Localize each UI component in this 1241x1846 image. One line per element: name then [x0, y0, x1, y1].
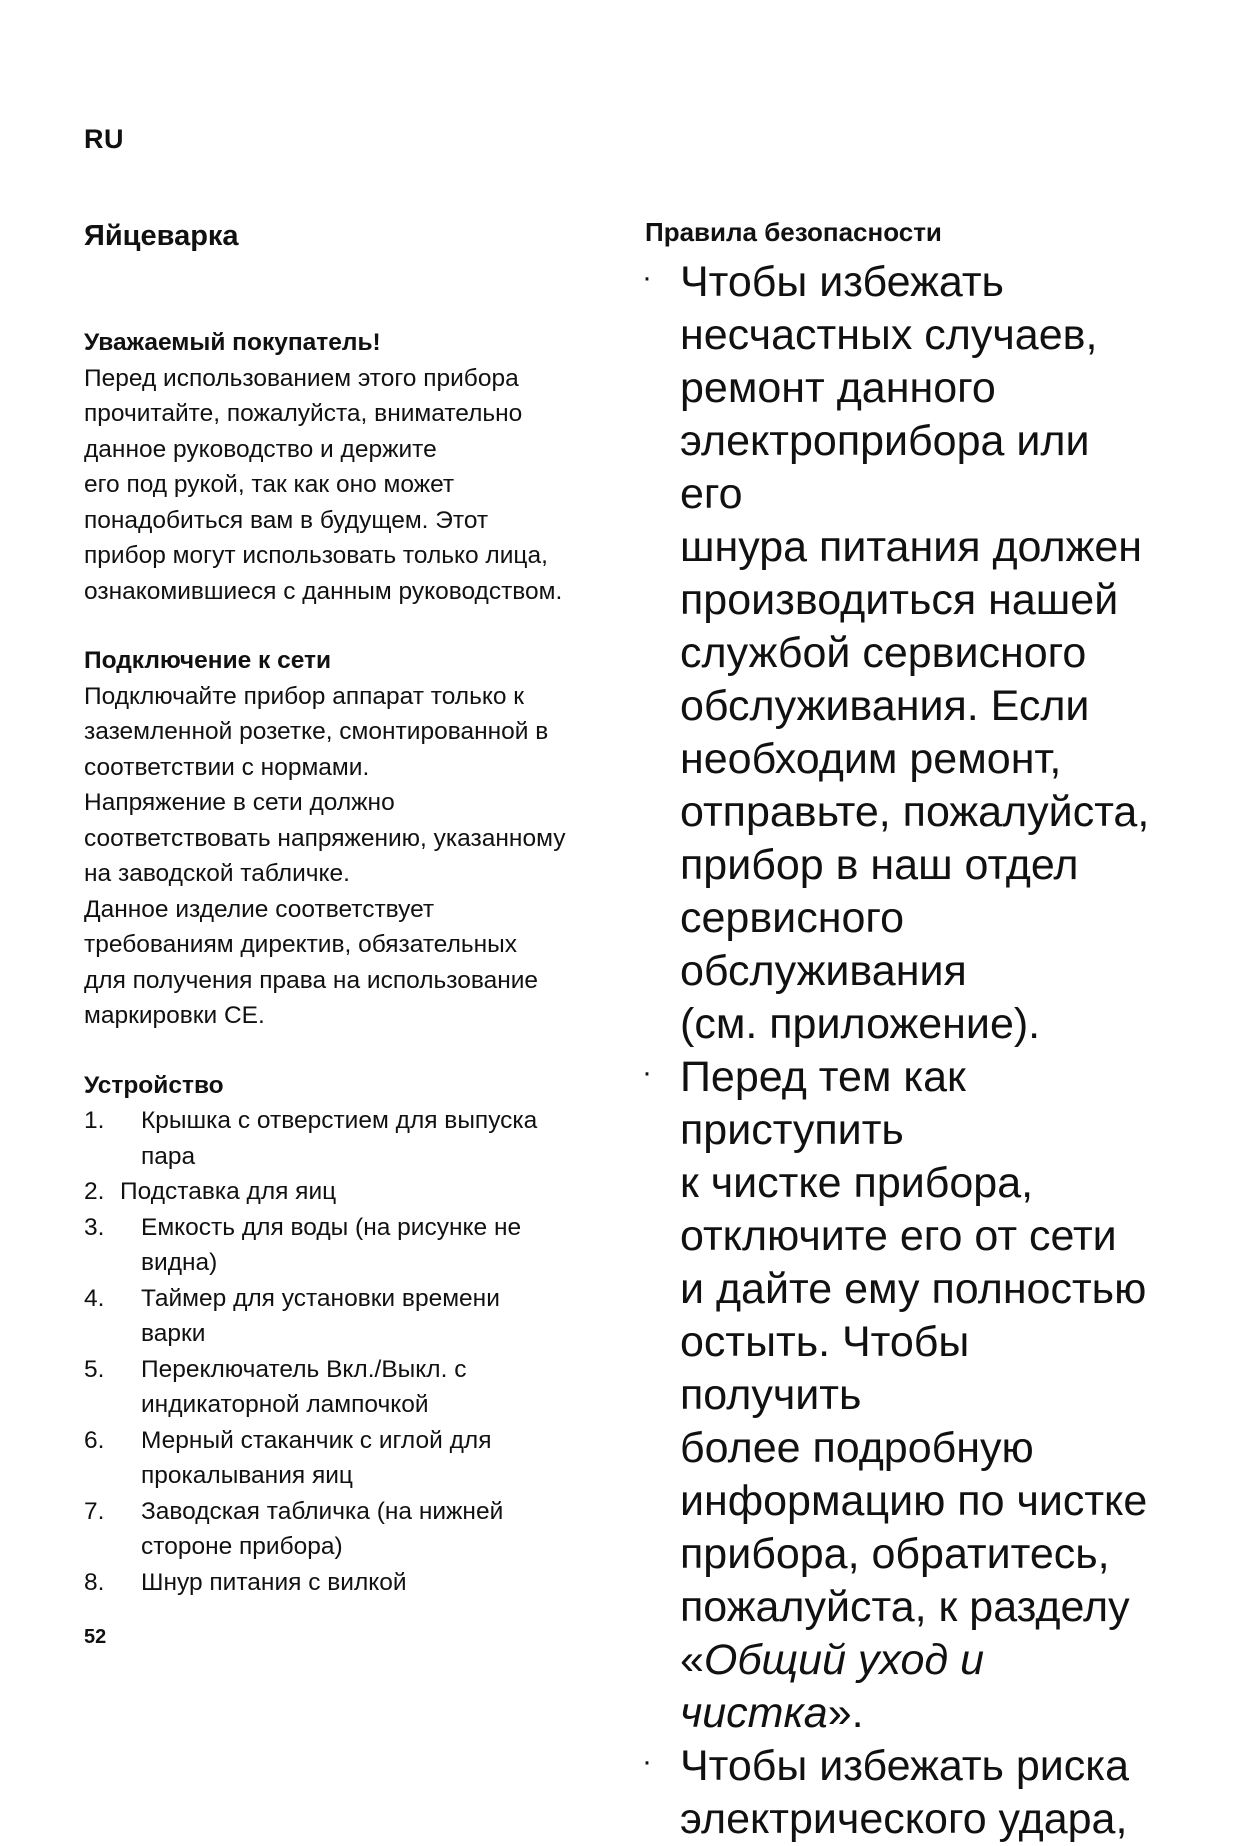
text-line: прибор в наш отдел: [680, 841, 1079, 889]
text-line: к чистке прибора,: [680, 1159, 1034, 1207]
text-line: электроприбора или его: [680, 417, 1090, 518]
language-code: RU: [84, 124, 124, 154]
list-item: [84, 1352, 624, 1423]
item-number: 6.: [84, 1426, 105, 1454]
text-line: его под рукой, так как оно может: [84, 471, 455, 498]
text-line: Напряжение в сети должно: [84, 789, 395, 816]
safety-item: [640, 256, 1160, 1051]
text-line: остыть. Чтобы получить: [680, 1318, 970, 1419]
bullet-icon: ·: [642, 261, 652, 294]
text-line: Перед тем как приступить: [680, 1053, 966, 1154]
quote-close: ».: [827, 1689, 864, 1737]
list-item: [84, 1174, 624, 1210]
text-line: информацию по чистке: [680, 1477, 1148, 1525]
item-number: 5.: [84, 1355, 105, 1383]
device-heading: Устройство: [84, 1071, 224, 1099]
text-line: соответствовать напряжению, указанному: [84, 824, 566, 852]
text-line: сервисного обслуживания: [680, 894, 967, 995]
item-text: Емкость для воды (на рисунке не: [141, 1213, 522, 1241]
list-item: [84, 1281, 624, 1352]
text-line: понадобиться вам в будущем. Этот: [84, 506, 489, 534]
item-text: стороне прибора): [141, 1533, 343, 1560]
item-text: Подставка для яиц: [120, 1178, 337, 1205]
text-line: заземленной розетке, смонтированной в: [84, 718, 549, 745]
text-line: ремонт данного: [680, 364, 996, 412]
text-line: отправьте, пожалуйста,: [680, 788, 1150, 836]
text-line: соответствии с нормами.: [84, 753, 370, 781]
text-line: для получения права на использование: [84, 966, 539, 994]
safety-item: [640, 1051, 1160, 1740]
quote-open: «: [680, 1636, 704, 1684]
text-line: Чтобы избежать: [680, 258, 1004, 306]
item-text: прокалывания яиц: [141, 1462, 353, 1489]
text-line: [680, 1634, 1160, 1740]
item-text: Шнур питания с вилкой: [141, 1568, 407, 1596]
list-item: [84, 1103, 624, 1174]
item-number: 2.: [84, 1178, 105, 1205]
device-parts-list: [84, 1103, 624, 1600]
text-line: на заводской табличке.: [84, 860, 350, 887]
bullet-icon: ·: [642, 1745, 652, 1778]
section-reference: Общий уход и чистка: [680, 1636, 984, 1737]
safety-column: [640, 256, 1160, 1846]
item-text: пара: [141, 1142, 196, 1170]
text-line: несчастных случаев,: [680, 311, 1098, 359]
item-number: 3.: [84, 1213, 105, 1241]
text-line: отключите его от сети: [680, 1212, 1117, 1260]
text-line: Перед использованием этого прибора: [84, 364, 519, 392]
text-line: Подключайте прибор аппарат только к: [84, 682, 525, 710]
text-line: требованиям директив, обязательных: [84, 931, 518, 958]
text-line: ознакомившиеся с данным руководством.: [84, 577, 563, 605]
list-item: [84, 1565, 624, 1601]
text-line: службой сервисного: [680, 629, 1087, 677]
connection-paragraph: [84, 679, 624, 1034]
safety-item: [640, 1740, 1160, 1846]
text-line: необходим ремонт,: [680, 735, 1062, 783]
item-number: 7.: [84, 1497, 105, 1525]
text-line: электрического удара,: [680, 1795, 1128, 1843]
item-text: видна): [141, 1249, 218, 1276]
text-line: прибор могут использовать только лица,: [84, 542, 548, 569]
item-number: 4.: [84, 1284, 105, 1312]
greeting-paragraph: [84, 361, 624, 610]
text-line: обслуживания. Если: [680, 682, 1090, 730]
list-item: [84, 1210, 624, 1281]
connection-heading: Подключение к сети: [84, 647, 332, 674]
text-line: и дайте ему полностью: [680, 1265, 1147, 1313]
safety-list: [640, 256, 1160, 1846]
text-line: маркировки CE.: [84, 1002, 265, 1029]
page-title: Яйцеварка: [84, 220, 239, 252]
text-line: пожалуйста, к разделу: [680, 1583, 1130, 1631]
text-line: Чтобы избежать риска: [680, 1742, 1129, 1790]
text-line: данное руководство и держите: [84, 435, 437, 463]
item-text: Крышка с отверстием для выпуска: [141, 1107, 538, 1134]
page-number: 52: [84, 1626, 107, 1648]
item-text: индикаторной лампочкой: [141, 1391, 429, 1418]
item-text: Таймер для установки времени: [141, 1284, 500, 1312]
item-number: 8.: [84, 1568, 105, 1596]
item-number: 1.: [84, 1107, 105, 1134]
bullet-icon: ·: [642, 1056, 652, 1089]
text-line: более подробную: [680, 1424, 1034, 1472]
list-item: [84, 1494, 624, 1565]
greeting-heading: Уважаемый покупатель!: [84, 329, 381, 356]
text-line: Данное изделие соответствует: [84, 895, 435, 923]
list-item: [84, 1423, 624, 1494]
text-line: прибора, обратитесь,: [680, 1530, 1110, 1578]
safety-heading: Правила безопасности: [645, 217, 942, 247]
text-line: производиться нашей: [680, 576, 1119, 624]
left-column: [84, 325, 624, 1600]
text-line: (см. приложение).: [680, 1000, 1041, 1048]
text-line: шнура питания должен: [680, 523, 1143, 571]
item-text: Мерный стаканчик с иглой для: [141, 1426, 492, 1454]
item-text: Переключатель Вкл./Выкл. с: [141, 1355, 467, 1383]
item-text: варки: [141, 1320, 206, 1347]
text-line: прочитайте, пожалуйста, внимательно: [84, 400, 523, 427]
item-text: Заводская табличка (на нижней: [141, 1497, 504, 1525]
